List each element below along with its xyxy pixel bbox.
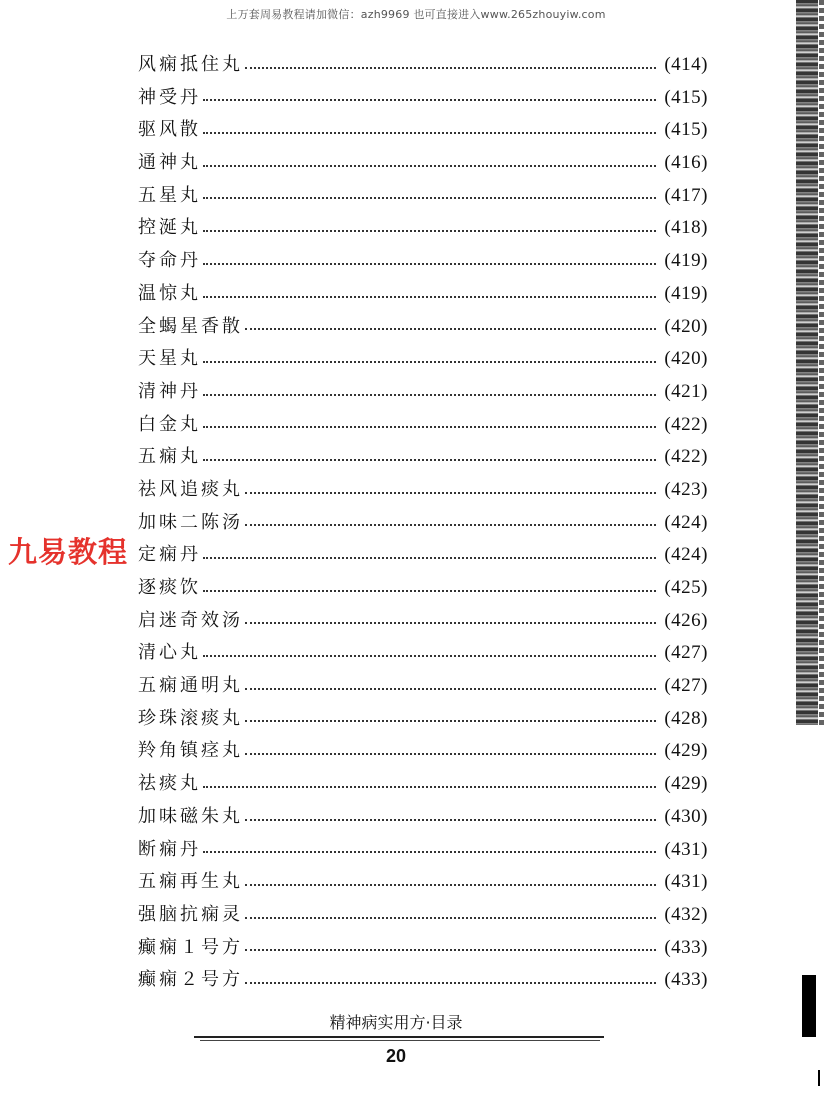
- toc-row: [138, 115, 708, 148]
- toc-entry-title: 逐痰饮: [138, 577, 201, 598]
- toc-dot-leader: [203, 459, 656, 461]
- toc-dot-leader: [203, 230, 656, 232]
- toc-row: [138, 540, 708, 573]
- toc-entry-title: 加味磁朱丸: [138, 805, 243, 827]
- toc-entry-page: (430): [664, 805, 708, 827]
- toc-dot-leader: [245, 328, 656, 330]
- scan-edge-artifact-secondary: [819, 0, 824, 725]
- toc-row: [138, 769, 708, 802]
- toc-entry-page: (415): [664, 86, 708, 108]
- toc-entry-page: (420): [664, 348, 708, 370]
- toc-dot-leader: [245, 819, 656, 821]
- toc-entry-title: 珍珠滚痰丸: [138, 707, 243, 729]
- toc-entry-page: (416): [664, 152, 708, 174]
- toc-row: [138, 573, 708, 606]
- toc-dot-leader: [245, 688, 656, 690]
- toc-row: [138, 148, 708, 181]
- toc-entry-page: (418): [664, 217, 708, 239]
- toc-entry-page: (424): [664, 511, 708, 533]
- toc-entry-page: (431): [664, 871, 708, 893]
- toc-dot-leader: [203, 655, 656, 657]
- toc-entry-title: 神受丹: [138, 86, 201, 108]
- toc-dot-leader: [203, 426, 656, 428]
- toc-dot-leader: [203, 296, 656, 298]
- toc-entry-title: 清神丹: [138, 380, 201, 402]
- toc-dot-leader: [245, 949, 656, 951]
- toc-entry-page: (415): [664, 119, 708, 141]
- toc-row: [138, 671, 708, 704]
- toc-dot-leader: [245, 622, 656, 624]
- toc-entry-title: 夺命丹: [138, 250, 201, 272]
- toc-entry-title: 白金丸: [138, 413, 201, 435]
- toc-row: [138, 933, 708, 966]
- toc-row: [138, 181, 708, 214]
- toc-dot-leader: [203, 851, 656, 853]
- toc-row: [138, 835, 708, 868]
- toc-entry-title: 清心丸: [138, 642, 201, 664]
- toc-entry-title: 羚角镇痉丸: [138, 740, 243, 762]
- toc-entry-page: (422): [664, 446, 708, 468]
- toc-entry-page: (426): [664, 609, 708, 631]
- footer-rule: [194, 1036, 604, 1038]
- toc-entry-page: (420): [664, 315, 708, 337]
- toc-dot-leader: [245, 492, 656, 494]
- toc-dot-leader: [203, 786, 656, 788]
- toc-dot-leader: [245, 884, 656, 886]
- page-number: 20: [385, 1046, 407, 1066]
- toc-entry-title: 风痫抵住丸: [138, 54, 243, 75]
- toc-row: [138, 246, 708, 279]
- toc-entry-title: 祛风追痰丸: [138, 478, 243, 500]
- toc-dot-leader: [203, 197, 656, 199]
- toc-row: [138, 900, 708, 933]
- toc-dot-leader: [245, 67, 656, 69]
- toc-entry-page: (424): [664, 544, 708, 566]
- toc-entry-title: 启迷奇效汤: [138, 609, 243, 631]
- toc-row: [138, 344, 708, 377]
- toc-entry-page: (429): [664, 773, 708, 795]
- toc-entry-title: 五星丸: [138, 184, 201, 206]
- toc-dot-leader: [203, 590, 656, 592]
- toc-dot-leader: [203, 132, 656, 134]
- toc-row: [138, 410, 708, 443]
- toc-entry-page: (433): [664, 936, 708, 958]
- toc-dot-leader: [245, 720, 656, 722]
- toc-entry-title: 断痫丹: [138, 838, 201, 860]
- toc-entry-page: (419): [664, 282, 708, 304]
- toc-entry-title: 通神丸: [138, 152, 201, 174]
- toc-entry-page: (423): [664, 478, 708, 500]
- toc-row: [138, 638, 708, 671]
- toc-entry-page: (433): [664, 969, 708, 991]
- toc-entry-page: (414): [664, 54, 708, 75]
- toc-entry-page: (421): [664, 380, 708, 402]
- toc-row: [138, 442, 708, 475]
- toc-row: [138, 475, 708, 508]
- toc-row: [138, 377, 708, 410]
- toc-entry-title: 全蝎星香散: [138, 315, 243, 337]
- toc-entry-title: 癫痫１号方: [138, 936, 243, 958]
- toc-row: [138, 279, 708, 312]
- toc-entry-page: (427): [664, 675, 708, 697]
- footer-rule-thin: [200, 1040, 600, 1041]
- toc-entry-page: (419): [664, 250, 708, 272]
- toc-row: [138, 213, 708, 246]
- toc-dot-leader: [245, 982, 656, 984]
- scan-block-artifact: [802, 975, 816, 1037]
- toc-row: [138, 606, 708, 639]
- toc-row: [138, 508, 708, 541]
- toc-entry-page: (422): [664, 413, 708, 435]
- toc-row: [138, 704, 708, 737]
- toc-row: [138, 736, 708, 769]
- toc-entry-page: (427): [664, 642, 708, 664]
- toc-row: [138, 50, 708, 83]
- toc-entry-title: 祛痰丸: [138, 773, 201, 795]
- toc-entry-title: 驱风散: [138, 119, 201, 141]
- toc-entry-title: 五痫丸: [138, 446, 201, 468]
- toc-entry-page: (425): [664, 577, 708, 598]
- toc-entry-page: (429): [664, 740, 708, 762]
- scan-mark-artifact: [818, 1070, 820, 1086]
- toc-entry-title: 五痫通明丸: [138, 675, 243, 697]
- toc-dot-leader: [203, 99, 656, 101]
- toc-entry-page: (417): [664, 184, 708, 206]
- table-of-contents: [138, 50, 708, 998]
- toc-row: [138, 965, 708, 998]
- toc-dot-leader: [203, 263, 656, 265]
- toc-dot-leader: [245, 753, 656, 755]
- scan-edge-artifact: [796, 0, 818, 725]
- toc-entry-title: 五痫再生丸: [138, 871, 243, 893]
- toc-entry-title: 控涎丸: [138, 217, 201, 239]
- toc-dot-leader: [203, 394, 656, 396]
- toc-dot-leader: [203, 557, 656, 559]
- toc-entry-page: (431): [664, 838, 708, 860]
- watermark-logo: 九易教程: [8, 530, 128, 571]
- toc-dot-leader: [245, 917, 656, 919]
- toc-entry-page: (428): [664, 707, 708, 729]
- toc-entry-title: 强脑抗痫灵: [138, 903, 243, 925]
- toc-row: [138, 312, 708, 345]
- toc-entry-page: (432): [664, 903, 708, 925]
- toc-dot-leader: [203, 165, 656, 167]
- toc-entry-title: 天星丸: [138, 348, 201, 370]
- toc-dot-leader: [203, 361, 656, 363]
- toc-entry-title: 癫痫２号方: [138, 969, 243, 991]
- toc-row: [138, 867, 708, 900]
- footer-book-title: 精神病实用方·目录: [329, 1013, 463, 1032]
- top-banner-text: 上万套周易教程请加微信：azh9969 也可直接进入www.265zhouyiw.com: [226, 8, 606, 21]
- toc-entry-title: 加味二陈汤: [138, 511, 243, 533]
- toc-entry-title: 定痫丹: [138, 544, 201, 566]
- toc-row: [138, 83, 708, 116]
- toc-dot-leader: [245, 524, 656, 526]
- toc-row: [138, 802, 708, 835]
- toc-entry-title: 温惊丸: [138, 282, 201, 304]
